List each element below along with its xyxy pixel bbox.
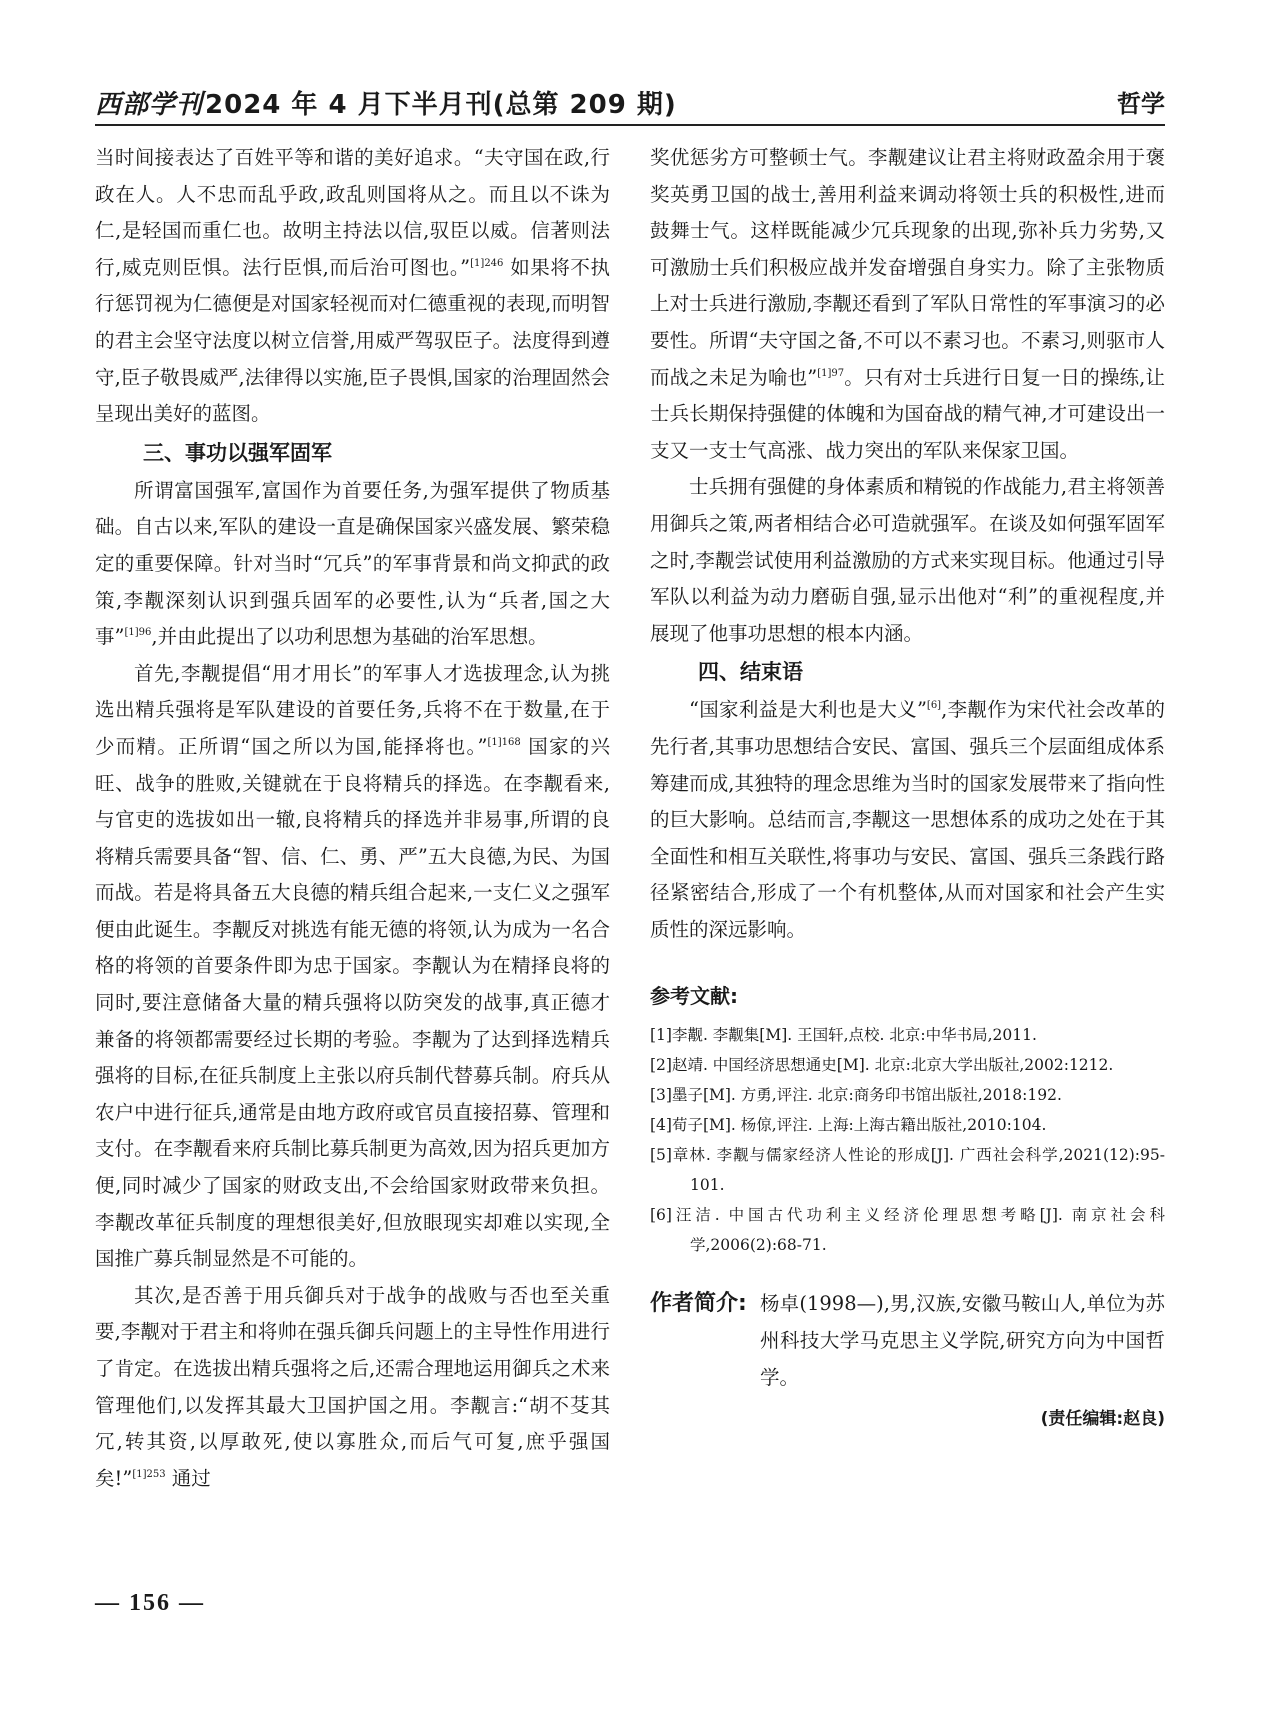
right-column	[650, 140, 1165, 1434]
left-column	[95, 140, 610, 1497]
reference-item: [6]汪洁. 中国古代功利主义经济伦理思想考略[J]. 南京社会科学,2006(2):68-71.	[650, 1206, 1165, 1255]
journal-masthead	[95, 84, 677, 121]
section-heading: 四、结束语	[698, 660, 803, 685]
paragraph: 奖优惩劣方可整顿士气。李觏建议让君主将财政盈余用于褒奖英勇卫国的战士,善用利益来调动将领士兵的积极性,进而鼓舞士气。这样既能减少冗兵现象的出现,弥补兵力劣势,又可激励士兵们积极应战并发奋增强自身实力。除了主张物质上对士兵进行激励,李觏还看到了军队日常性的军事演习的必要性。所谓“夫守国之备,不可以不素习也。不素习,则驱市人而战之未足为喻也”$^{[1]97}$。只有对士兵进行日复一日的操练,让士兵长期保持强健的体魄和为国奋战的精气神,才可建设出一支又一支士气高涨、战力突出的军队来保家卫国。	[650, 146, 1165, 462]
paragraph: 士兵拥有强健的身体素质和精锐的作战能力,君主将领善用御兵之策,两者相结合必可造就强军。在谈及如何强军固军之时,李觏尝试使用利益激励的方式来实现目标。他通过引导军队以利益为动力磨砺自强,显示出他对“利”的重视程度,并展现了他事功思想的根本内涵。	[650, 475, 1165, 645]
responsible-editor: (责任编辑:赵良)	[1040, 1409, 1165, 1430]
citation: [1]96	[124, 627, 152, 639]
reference-item: [1]李觏. 李觏集[M]. 王国轩,点校. 北京:中华书局,2011.	[650, 1026, 1037, 1045]
author-bio-label: 作者简介:	[650, 1291, 747, 1317]
paragraph: “国家利益是大利也是大义”[6],李觏作为宋代社会改革的先行者,其事功思想结合安民、富国、强兵三个层面组成体系筹建而成,其独特的理念思维为当时的国家发展带来了指向性的巨大影响。总结而言,李觏这一思想体系的成功之处在于其全面性和相互关联性,将事功与安民、富国、强兵三条践行路径紧密结合,形成了一个有机整体,从而对国家和社会产生实质性的深远影响。	[650, 698, 1165, 941]
citation: [1]253	[132, 1468, 166, 1480]
page-header	[95, 78, 1165, 126]
section-heading: 三、事功以强军固军	[143, 440, 332, 465]
page-number: — 156 —	[95, 1590, 205, 1616]
citation: [1]168	[487, 736, 521, 748]
reference-item: [2]赵靖. 中国经济思想通史[M]. 北京:北京大学出版社,2002:1212.	[650, 1056, 1114, 1075]
section-label: 哲学	[1117, 90, 1165, 118]
reference-item: [5]章林. 李觏与儒家经济人性论的形成[J]. 广西社会科学,2021(12):95-101.	[650, 1146, 1165, 1195]
citation: [1]97	[817, 367, 845, 379]
reference-item: [3]墨子[M]. 方勇,评注. 北京:商务印书馆出版社,2018:192.	[650, 1086, 1062, 1105]
author-bio	[650, 1286, 1165, 1396]
citation: [1]246	[470, 257, 504, 269]
author-bio-text: 杨卓(1998—),男,汉族,安徽马鞍山人,单位为苏州科技大学马克思主义学院,研究方向为中国哲学。	[760, 1292, 1165, 1389]
references-title: 参考文献:	[650, 984, 738, 1009]
reference-item: [4]荀子[M]. 杨倞,评注. 上海:上海古籍出版社,2010:104.	[650, 1116, 1047, 1135]
citation: [6]	[926, 700, 942, 712]
paragraph: 首先,李觏提倡“用才用长”的军事人才选拔理念,认为挑选出精兵强将是军队建设的首要任务,兵将不在于数量,在于少而精。正所谓“国之所以为国,能择将也。”$^{[1]168}$ 国家的兴旺、战争的胜败,关键就在于良将精兵的择选。在李觏看来,与官吏的选拔如出一辙,良将精兵的择选并非易事,所谓的良将精兵需要具备“智、信、仁、勇、严”五大良德,为民、为国而战。若是将具备五大良德的精兵组合起来,一支仁义之强军便由此诞生。李觏反对挑选有能无德的将领,认为成为一名合格的将领的首要条件即为忠于国家。李觏认为在精择良将的同时,要注意储备大量的精兵强将以防突发的战事,真正德才兼备的将领都需要经过长期的考验。李觏为了达到择选精兵强将的目标,在征兵制度上主张以府兵制代替募兵制。府兵从农户中进行征兵,通常是由地方政府或官员直接招募、管理和支付。在李觏看来府兵制比募兵制更为高效,因为招兵更加方便,同时减少了国家的财政支出,不会给国家财政带来负担。李觏改革征兵制度的理想很美好,但放眼现实却难以实现,全国推广募兵制显然是不可能的。	[95, 661, 611, 1271]
paragraph: 所谓富国强军,富国作为首要任务,为强军提供了物质基础。自古以来,军队的建设一直是确保国家兴盛发展、繁荣稳定的重要保障。针对当时“冗兵”的军事背景和尚文抑武的政策,李觏深刻认识到强兵固军的必要性,认为“兵者,国之大事”$^{[1]96}$,并由此提出了以功利思想为基础的治军思想。	[95, 478, 610, 649]
issue-info: 2024 年 4 月下半月刊(总第 209 期)	[205, 90, 677, 120]
paragraph: 当时间接表达了百姓平等和谐的美好追求。“夫守国在政,行政在人。人不忠而乱乎政,政乱则国将从之。而且以不诛为仁,是轻国而重仁也。故明主持法以信,驭臣以威。信著则法行,威克则臣惧。法行臣惧,而后治可图也。”$^{[1]246}$ 如果将不执行惩罚视为仁德便是对国家轻视而对仁德重视的表现,而明智的君主会坚守法度以树立信誉,用威严驾驭臣子。法度得到遵守,臣子敬畏威严,法律得以实施,臣子畏惧,国家的治理固然会呈现出美好的蓝图。	[95, 146, 611, 426]
paragraph: 其次,是否善于用兵御兵对于战争的战败与否也至关重要,李觏对于君主和将帅在强兵御兵问题上的主导性作用进行了肯定。在选拔出精兵强将之后,还需合理地运用御兵之术来管理他们,以发挥其最大卫国护国之用。李觏言:“胡不芟其冗,转其资,以厚敢死,使以寡胜众,而后气可复,庶乎强国矣!”$^{[1]253}$ 通过	[95, 1283, 610, 1490]
references-list	[650, 1020, 1165, 1260]
journal-logo: 西部学刊	[95, 90, 204, 120]
